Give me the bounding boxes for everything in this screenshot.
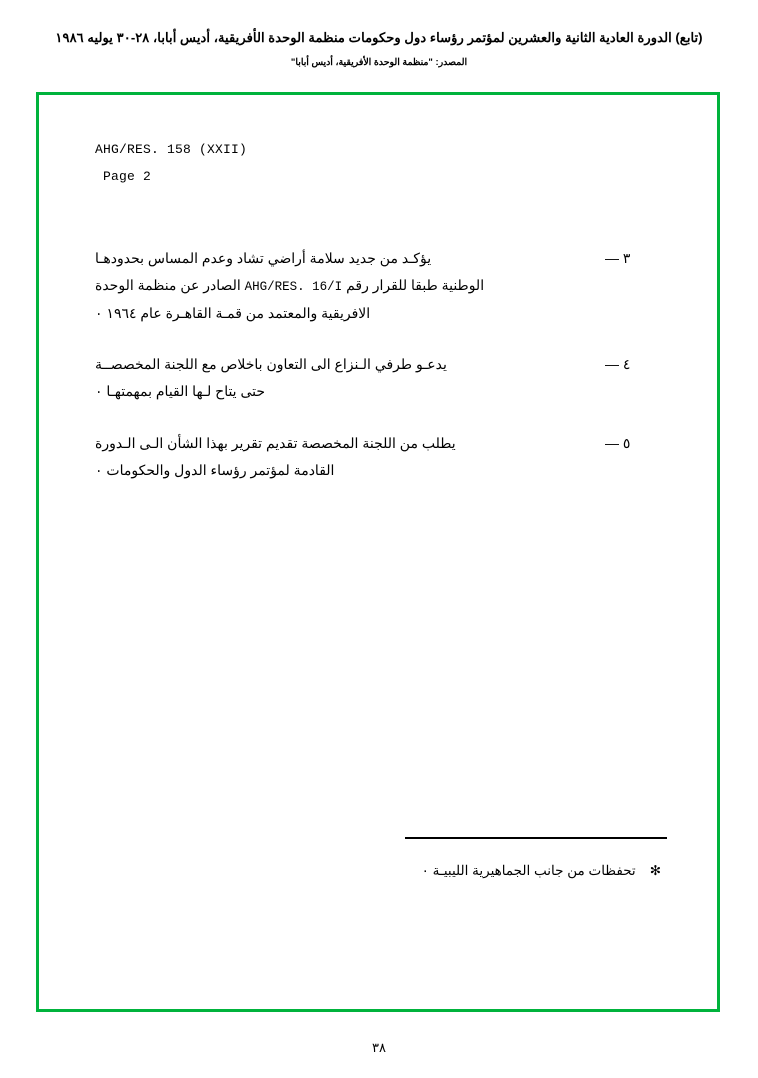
- paragraph-line-prefix: الوطنية طبقا للقرار رقم: [342, 277, 485, 294]
- paragraph-line: حتى يتاح لـها القيام بمهمتهـا ٠: [95, 383, 266, 400]
- paragraph-item: [95, 245, 661, 327]
- paragraph-line: يطلب من اللجنة المخصصة تقديم تقرير بهذا الشأن الـى الـدورة: [95, 434, 456, 451]
- footnote-separator: [405, 837, 667, 839]
- paragraph-text: [95, 245, 599, 327]
- paragraph-line: القادمة لمؤتمر رؤساء الدول والحكومات ٠: [95, 461, 335, 478]
- paragraph-text: [95, 351, 599, 406]
- resolution-id: AHG/RES. 158 (XXII): [95, 142, 248, 157]
- paragraph-list: [95, 245, 661, 508]
- resolution-reference: AHG/RES. 16/I: [244, 280, 343, 295]
- paragraph-number: ٣ —: [605, 250, 631, 266]
- content-frame: [36, 92, 720, 1012]
- header-session-line: (تابع) الدورة العادية الثانية والعشرين لمؤتمر رؤساء دول وحكومات منظمة الوحدة الأفريقية، أديس أبابا، ٢٨-٣٠ يوليه ١٩٨٦: [55, 30, 703, 45]
- page-label: Page 2: [103, 169, 152, 184]
- page-number: ٣٨: [372, 1040, 386, 1055]
- paragraph-item: [95, 430, 661, 485]
- paragraph-item: [95, 351, 661, 406]
- running-header: [0, 30, 758, 68]
- paragraph-number: ٥ —: [605, 434, 631, 451]
- paragraph-line: يؤكـد من جديد سلامة أراضي تشاد وعدم المساس بحدودهـا: [95, 250, 432, 266]
- footnote: [422, 863, 661, 879]
- paragraph-line-suffix: الصادر عن منظمة الوحدة: [95, 277, 245, 294]
- resolution-identifier-block: [95, 143, 247, 183]
- header-source-line: المصدر: "منظمة الوحدة الأفريقية، أديس أبابا": [290, 56, 468, 67]
- asterisk-icon: ✻: [649, 863, 661, 878]
- paragraph-number: ٤ —: [605, 355, 631, 372]
- paragraph-text: [95, 430, 599, 485]
- paragraph-line: يدعـو طرفي الـنزاع الى التعاون باخلاص مع اللجنة المخصصــة: [95, 355, 447, 372]
- footnote-text: تحفظات من جانب الجماهيرية الليبيـة ٠: [421, 863, 636, 878]
- paragraph-line: الافريقية والمعتمد من قمـة القاهـرة عام ١٩٦٤ ٠: [95, 304, 371, 321]
